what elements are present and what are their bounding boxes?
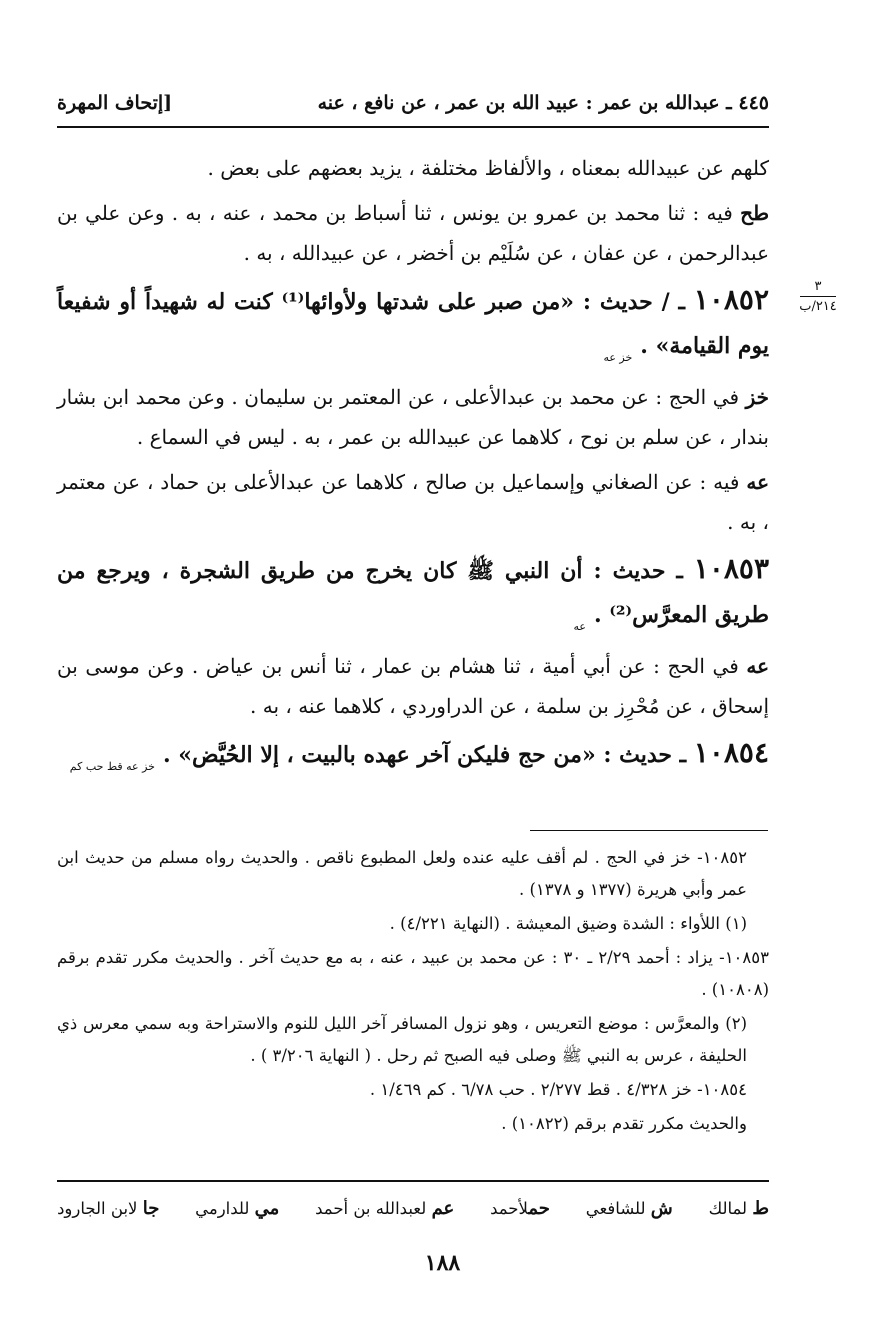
paragraph-text: فيه : ثنا محمد بن عمرو بن يونس ، ثنا أسباط بن محمد ، عنه ، به . وعن علي بن عبدالرحمن ، عن عفان ، عن سُلَيْم بن أخضر ، عن عبيدالله ، به .: [57, 201, 769, 265]
key-item: عم لعبدالله بن أحمد: [315, 1197, 455, 1219]
key-item: مي للدارمي: [195, 1197, 280, 1219]
hadith-text: ـ حديث : أن النبي ﷺ كان يخرج من طريق الشجرة ، ويرجع من طريق المعرَّس⁽²⁾ .: [57, 558, 769, 628]
hadith-text: ـ حديث : «من حج فليكن آخر عهده بالبيت ، إلا الحُيَّض» .: [162, 742, 694, 768]
hadith-text: ـ / حديث : «من صبر على شدتها ولأوائها⁽¹⁾ كنت له شهيداً أو شفيعاً يوم القيامة» .: [57, 289, 769, 359]
hadith-heading: [57, 731, 769, 781]
footnote: والحديث مكرر تقدم برقم (١٠٨٢٢) .: [501, 1114, 747, 1133]
paragraph-text: فيه : عن الصغاني وإسماعيل بن صالح ، كلاهما عن عبدالأعلى بن حماد ، عن معتمر ، به .: [57, 470, 769, 534]
paragraph-text: في الحج : عن محمد بن عبدالأعلى ، عن المعتمر بن سليمان . وعن محمد ابن بشار بندار ، عن سلم بن نوح ، كلاهما عن عبيدالله بن عمر ، به . ليس في السماع .: [57, 385, 769, 449]
source-tag: طح: [740, 201, 769, 225]
margin-note: [794, 279, 842, 315]
footnote: ١٠٨٥٣- يزاد : أحمد ٢/٢٩ ـ ٣٠ : عن محمد بن عبيد ، عنه ، به مع حديث آخر . والحديث مكرر تقدم برقم (١٠٨٠٨) .: [57, 948, 769, 999]
hadith-heading: [57, 547, 769, 641]
footnote: ١٠٨٥٤- خز ٤/٣٢٨ . قط ٢/٢٧٧ . حب ٦/٧٨ . كم ١/٤٦٩ .: [369, 1080, 747, 1099]
abbreviation-key: [57, 1192, 769, 1224]
key-item: ش للشافعي: [585, 1197, 673, 1219]
footnote: (٢) والمعرَّس : موضع التعريس ، وهو نزول المسافر آخر الليل للنوم والاستراحة وبه سمي معرس ذي الحليفة ، عرس به النبي ﷺ وصلى فيه الصبح ثم رحل . ( النهاية ٣/٢٠٦ ) .: [57, 1014, 747, 1065]
chapter-title: ٤٤٥ ـ عبدالله بن عمر : عبيد الله بن عمر ، عن نافع ، عنه: [317, 92, 769, 114]
footnote: ١٠٨٥٢- خز في الحج . لم أقف عليه عنده ولعل المطبوع ناقص . والحديث رواه مسلم من حديث ابن عمر وأبي هريرة (١٣٧٧ و ١٣٧٨) .: [57, 848, 747, 899]
hadith-symbols: عه: [573, 620, 586, 633]
header-rule: [57, 126, 769, 128]
paragraph: [57, 377, 769, 457]
footnotes: [57, 842, 769, 1142]
page-number: ١٨٨: [424, 1250, 461, 1276]
main-text: [57, 148, 769, 786]
source-tag: خز: [745, 385, 769, 409]
hadith-symbols: خز عه قط حب كم: [69, 760, 155, 773]
bottom-rule: [57, 1180, 769, 1182]
paragraph: كلهم عن عبيدالله بمعناه ، والألفاظ مختلفة ، يزيد بعضهم على بعض .: [207, 156, 769, 180]
key-item: جا لابن الجارود: [57, 1197, 160, 1219]
key-item: حملأحمد: [490, 1197, 550, 1219]
footnote: (١) اللأواء : الشدة وضيق المعيشة . (النهاية ٤/٢٢١) .: [389, 914, 747, 933]
footnotes-rule: [530, 830, 768, 831]
book-title: [إتحاف المهرة: [57, 92, 173, 114]
key-item: ط لمالك: [708, 1197, 769, 1219]
hadith-number: ١٠٨٥٣: [693, 552, 769, 585]
margin-note-top: ٣: [814, 279, 822, 294]
source-tag: عه: [746, 470, 769, 494]
source-tag: عه: [746, 654, 769, 678]
hadith-heading: [57, 278, 769, 372]
margin-note-divider: [800, 296, 836, 297]
page-header: [57, 86, 769, 120]
margin-note-bottom: ٢١٤/ب: [799, 299, 837, 314]
paragraph-text: في الحج : عن أبي أمية ، ثنا هشام بن عمار ، ثنا أنس بن عياض . وعن موسى بن إسحاق ، عن مُحْرِز بن سلمة ، عن الدراوردي ، كلاهما عنه ، به .: [57, 654, 769, 718]
hadith-number: ١٠٨٥٢: [693, 283, 769, 316]
paragraph: [57, 193, 769, 273]
hadith-symbols: خز عه: [603, 351, 633, 364]
paragraph: [57, 462, 769, 542]
hadith-number: ١٠٨٥٤: [693, 736, 769, 769]
paragraph: [57, 646, 769, 726]
